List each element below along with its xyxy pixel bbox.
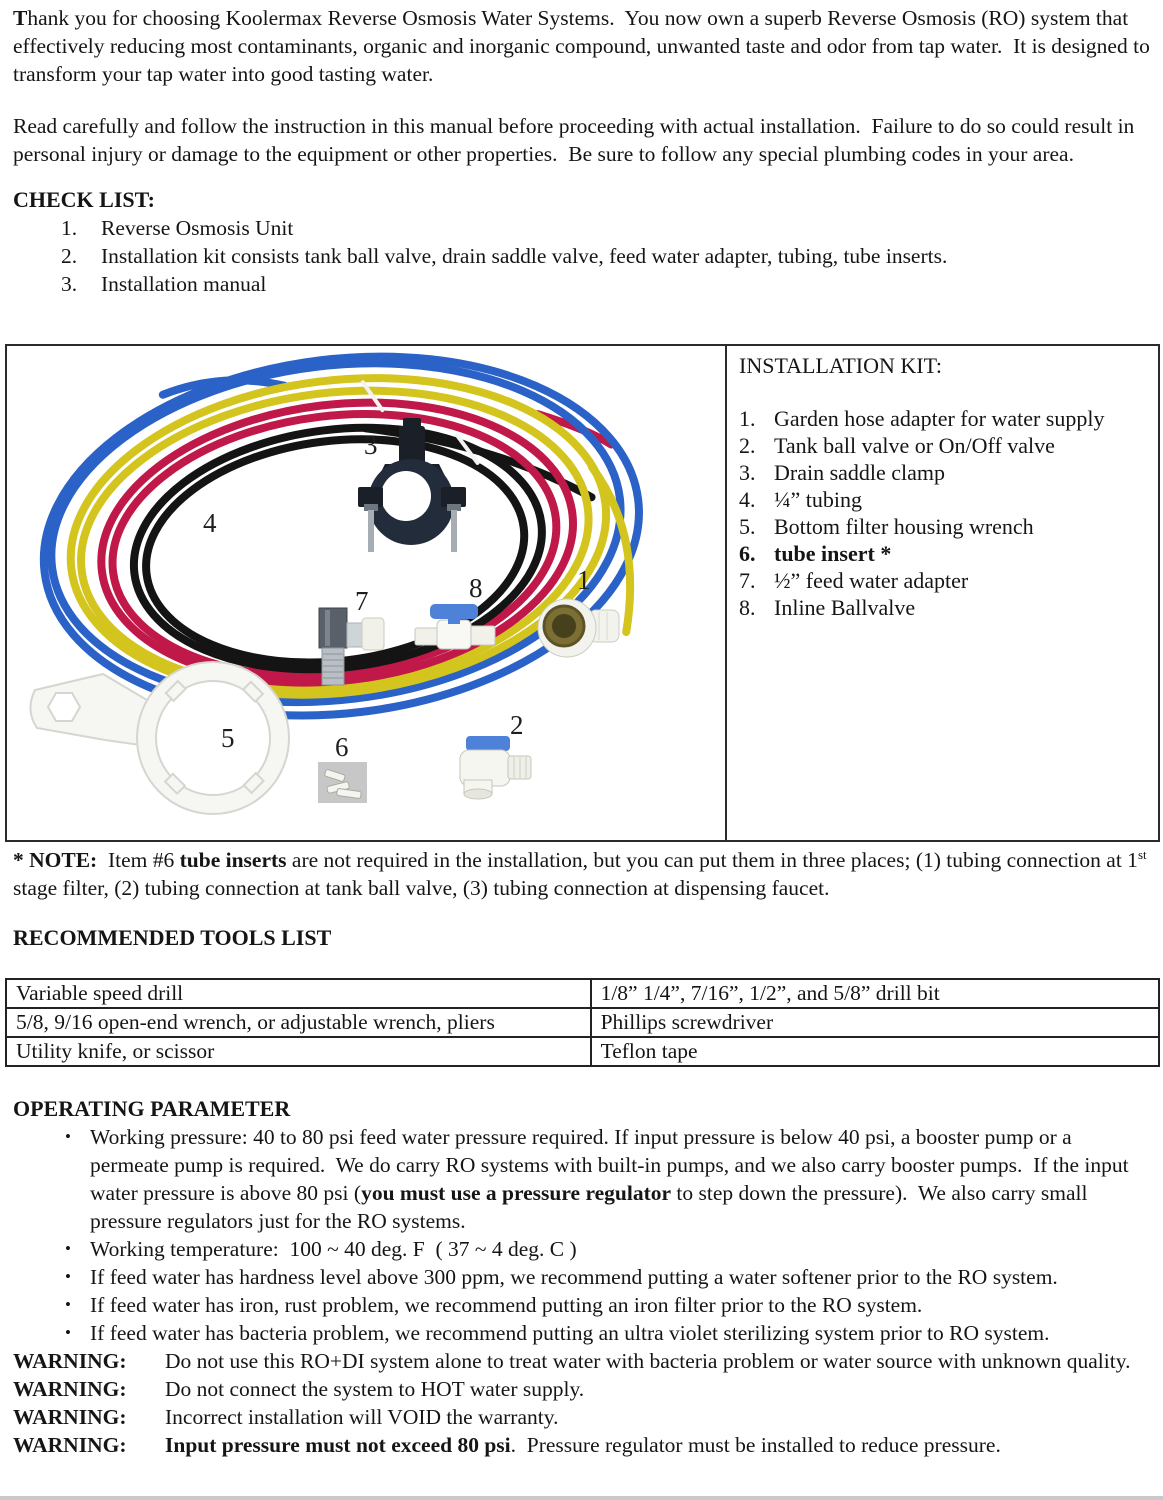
bullet-marker: • bbox=[65, 1267, 71, 1286]
check-list-item: 1. Reverse Osmosis Unit bbox=[61, 216, 294, 240]
bullet-marker: • bbox=[65, 1323, 71, 1342]
installation-kit-title: INSTALLATION KIT: bbox=[739, 353, 943, 378]
table-row bbox=[6, 979, 1159, 1008]
list-number: 6. bbox=[739, 541, 756, 566]
installation-kit-figure bbox=[5, 344, 1160, 842]
list-number: 3. bbox=[61, 272, 78, 296]
note-label: * NOTE: bbox=[13, 848, 98, 872]
kit-item: 4. ¼” tubing bbox=[739, 487, 862, 512]
page-bottom-edge bbox=[0, 1496, 1163, 1500]
table-cell: 5/8, 9/16 open-end wrench, or adjustable wrench, pliers bbox=[6, 1008, 591, 1037]
photo-label-3: 3 bbox=[364, 430, 378, 460]
warning-label: WARNING: bbox=[13, 1405, 127, 1429]
photo-label-1: 1 bbox=[577, 565, 591, 595]
warning-label: WARNING: bbox=[13, 1377, 127, 1401]
kit-item: 3. Drain saddle clamp bbox=[739, 460, 946, 485]
bullet-marker: • bbox=[65, 1127, 71, 1146]
check-list bbox=[13, 214, 1153, 298]
ordinal-superscript: st bbox=[1137, 846, 1147, 862]
table-row bbox=[6, 1008, 1159, 1037]
list-number: 3. bbox=[739, 460, 756, 485]
photo-label-7: 7 bbox=[355, 586, 369, 616]
kit-item: 6. tube insert * bbox=[739, 541, 892, 566]
intro-paragraph-1-text: hank you for choosing Koolermax Reverse Osmosis Water Systems. You now own a superb Reverse Osmosis (RO) system that effectively reducing most contaminants, organic and inorganic compound, unwanted taste and odor from tap water. It is designed to transform your tap water into good tasting water. bbox=[13, 6, 1156, 86]
photo-label-2: 2 bbox=[510, 710, 524, 740]
table-cell: Phillips screwdriver bbox=[591, 1008, 1159, 1037]
check-list-heading: CHECK LIST: bbox=[13, 187, 156, 212]
check-list-item: 2. Installation kit consists tank ball valve, drain saddle valve, feed water adapter, tubing, tube inserts. bbox=[61, 244, 948, 268]
bullet-item: • If feed water has iron, rust problem, we recommend putting an iron filter prior to the RO system. bbox=[65, 1293, 923, 1317]
warning-row: WARNING: Do not use this RO+DI system alone to treat water with bacteria problem or water source with unknown quality. bbox=[13, 1349, 1131, 1373]
photo-label-6: 6 bbox=[335, 732, 349, 762]
warning-row: WARNING: Input pressure must not exceed 80 psi. Pressure regulator must be installed to reduce pressure. bbox=[13, 1433, 1001, 1457]
list-number: 2. bbox=[739, 433, 756, 458]
operating-parameter-heading: OPERATING PARAMETER bbox=[13, 1096, 291, 1121]
warning-label: WARNING: bbox=[13, 1433, 127, 1457]
warnings-section bbox=[13, 1347, 1153, 1459]
bullet-item: • If feed water has bacteria problem, we recommend putting an ultra violet sterilizing system prior to RO system. bbox=[65, 1321, 1050, 1345]
list-number: 1. bbox=[61, 216, 78, 240]
warning-row: WARNING: Incorrect installation will VOID the warranty. bbox=[13, 1405, 559, 1429]
tube-inserts bbox=[318, 762, 367, 803]
bullet-marker: • bbox=[65, 1239, 71, 1258]
kit-item: 8. Inline Ballvalve bbox=[739, 595, 916, 620]
kit-item: 2. Tank ball valve or On/Off valve bbox=[739, 433, 1055, 458]
bullet-item: • Working pressure: 40 to 80 psi feed water pressure required. If input pressure is below 40 psi, a booster pump or a permeate pump is required. We do carry RO systems with built-in pumps, and we also carry booster pumps. If the input water pressure is above 80 psi (you must use a pressure regulator to step down the pressure). We also carry small pressure regulators just for the RO systems. bbox=[65, 1125, 1134, 1233]
kit-item: 1. Garden hose adapter for water supply bbox=[739, 406, 1105, 431]
list-number: 2. bbox=[61, 244, 78, 268]
garden-hose-adapter bbox=[538, 599, 619, 657]
intro-dropcap: T bbox=[13, 6, 28, 30]
photo-label-5: 5 bbox=[221, 723, 235, 753]
tools-list-heading: RECOMMENDED TOOLS LIST bbox=[13, 925, 332, 950]
table-cell: Variable speed drill bbox=[6, 979, 591, 1008]
table-cell: Teflon tape bbox=[591, 1037, 1159, 1066]
photo-label-4: 4 bbox=[203, 508, 217, 538]
filter-housing-wrench bbox=[30, 662, 289, 814]
table-cell: 1/8” 1/4”, 7/16”, 1/2”, and 5/8” drill bit bbox=[591, 979, 1159, 1008]
photo-label-8: 8 bbox=[469, 573, 483, 603]
check-list-item: 3. Installation manual bbox=[61, 272, 267, 296]
list-number: 4. bbox=[739, 487, 756, 512]
installation-kit-list-panel bbox=[725, 346, 1158, 840]
table-cell: Utility knife, or scissor bbox=[6, 1037, 591, 1066]
note-paragraph: * NOTE: Item #6 tube inserts are not required in the installation, but you can put them in three places; (1) tubing connection at 1st stage filter, (2) tubing connection at tank ball valve, (3) tubing connection at dispensing faucet. bbox=[13, 846, 1152, 900]
bullet-item: • If feed water has hardness level above 300 ppm, we recommend putting a water softener prior to the RO system. bbox=[65, 1265, 1058, 1289]
installation-kit-photo bbox=[7, 346, 725, 840]
bullet-item: • Working temperature: 100 ~ 40 deg. F ( 37 ~ 4 deg. C ) bbox=[65, 1237, 577, 1261]
list-number: 1. bbox=[739, 406, 756, 431]
list-number: 8. bbox=[739, 595, 756, 620]
operating-parameter-list bbox=[13, 1123, 1153, 1347]
bullet-marker: • bbox=[65, 1295, 71, 1314]
recommended-tools-table bbox=[5, 978, 1160, 1067]
intro-paragraph-1 bbox=[13, 4, 1156, 88]
table-row bbox=[6, 1037, 1159, 1066]
kit-item: 5. Bottom filter housing wrench bbox=[739, 514, 1034, 539]
list-number: 7. bbox=[739, 568, 756, 593]
installation-kit-photo-svg bbox=[7, 346, 723, 840]
intro-paragraph-2: Read carefully and follow the instruction in this manual before proceeding with actual installation. Failure to do so could result in personal injury or damage to the equipment or other properties. Be sure to follow any special plumbing codes in your area. bbox=[13, 114, 1140, 166]
tank-ball-valve bbox=[460, 736, 531, 799]
kit-item: 7. ½” feed water adapter bbox=[739, 568, 969, 593]
warning-label: WARNING: bbox=[13, 1349, 127, 1373]
list-number: 5. bbox=[739, 514, 756, 539]
warning-row: WARNING: Do not connect the system to HOT water supply. bbox=[13, 1377, 585, 1401]
